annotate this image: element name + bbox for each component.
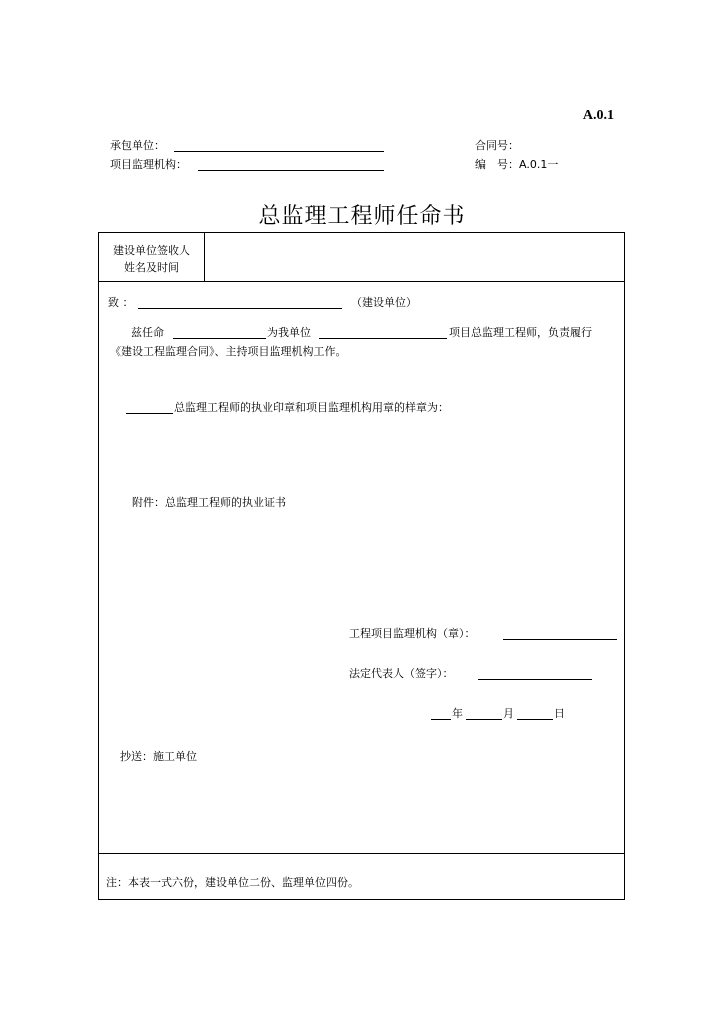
row-divider [99, 853, 624, 854]
number-label: 编 号：A.0.1一 [475, 158, 559, 171]
appoint-line2: 《建设工程监理合同》、主持项目监理机构工作。 [110, 345, 347, 358]
org-seal-field[interactable] [503, 639, 617, 640]
legal-rep-label: 法定代表人（签字）： [349, 667, 454, 680]
appointee-name-field[interactable] [173, 338, 266, 339]
seal-text: 总监理工程师的执业印章和项目监理机构用章的样章为： [174, 401, 449, 414]
signee-input[interactable] [205, 234, 623, 278]
signee-label-line2: 姓名及时间 [124, 261, 179, 274]
contractor-label: 承包单位： [110, 139, 165, 152]
form-code: A.0.1 [582, 108, 614, 123]
date-year: 年 [452, 707, 463, 720]
cc-line: 抄送：施工单位 [120, 750, 197, 763]
to-suffix: （建设单位） [351, 296, 417, 309]
contractor-field[interactable] [174, 151, 384, 152]
appoint-mid: 为我单位 [267, 326, 311, 339]
to-field[interactable] [138, 308, 342, 309]
row-divider [99, 281, 624, 282]
appoint-prefix: 兹任命 [131, 326, 164, 339]
contract-no-label: 合同号： [475, 139, 519, 152]
supervision-org-label: 项目监理机构： [110, 158, 187, 171]
legal-rep-field[interactable] [478, 679, 592, 680]
date-day: 日 [554, 707, 565, 720]
supervision-org-field[interactable] [198, 170, 384, 171]
signee-label-line1: 建设单位签收人 [113, 244, 190, 257]
document-title: 总监理工程师任命书 [258, 204, 466, 229]
attachment: 附件：总监理工程师的执业证书 [132, 496, 286, 509]
unit-name-field[interactable] [319, 338, 447, 339]
table-note: 注：本表一式六份，建设单位二份、监理单位四份。 [106, 876, 359, 889]
year-field[interactable] [431, 719, 451, 720]
to-prefix: 致 ： [108, 296, 134, 309]
date-month: 月 [503, 707, 514, 720]
appoint-suffix: 项目总监理工程师，负责履行 [449, 326, 592, 339]
seal-name-field[interactable] [126, 413, 173, 414]
month-field[interactable] [466, 719, 502, 720]
day-field[interactable] [517, 719, 553, 720]
org-seal-label: 工程项目监理机构（章）： [349, 627, 476, 640]
